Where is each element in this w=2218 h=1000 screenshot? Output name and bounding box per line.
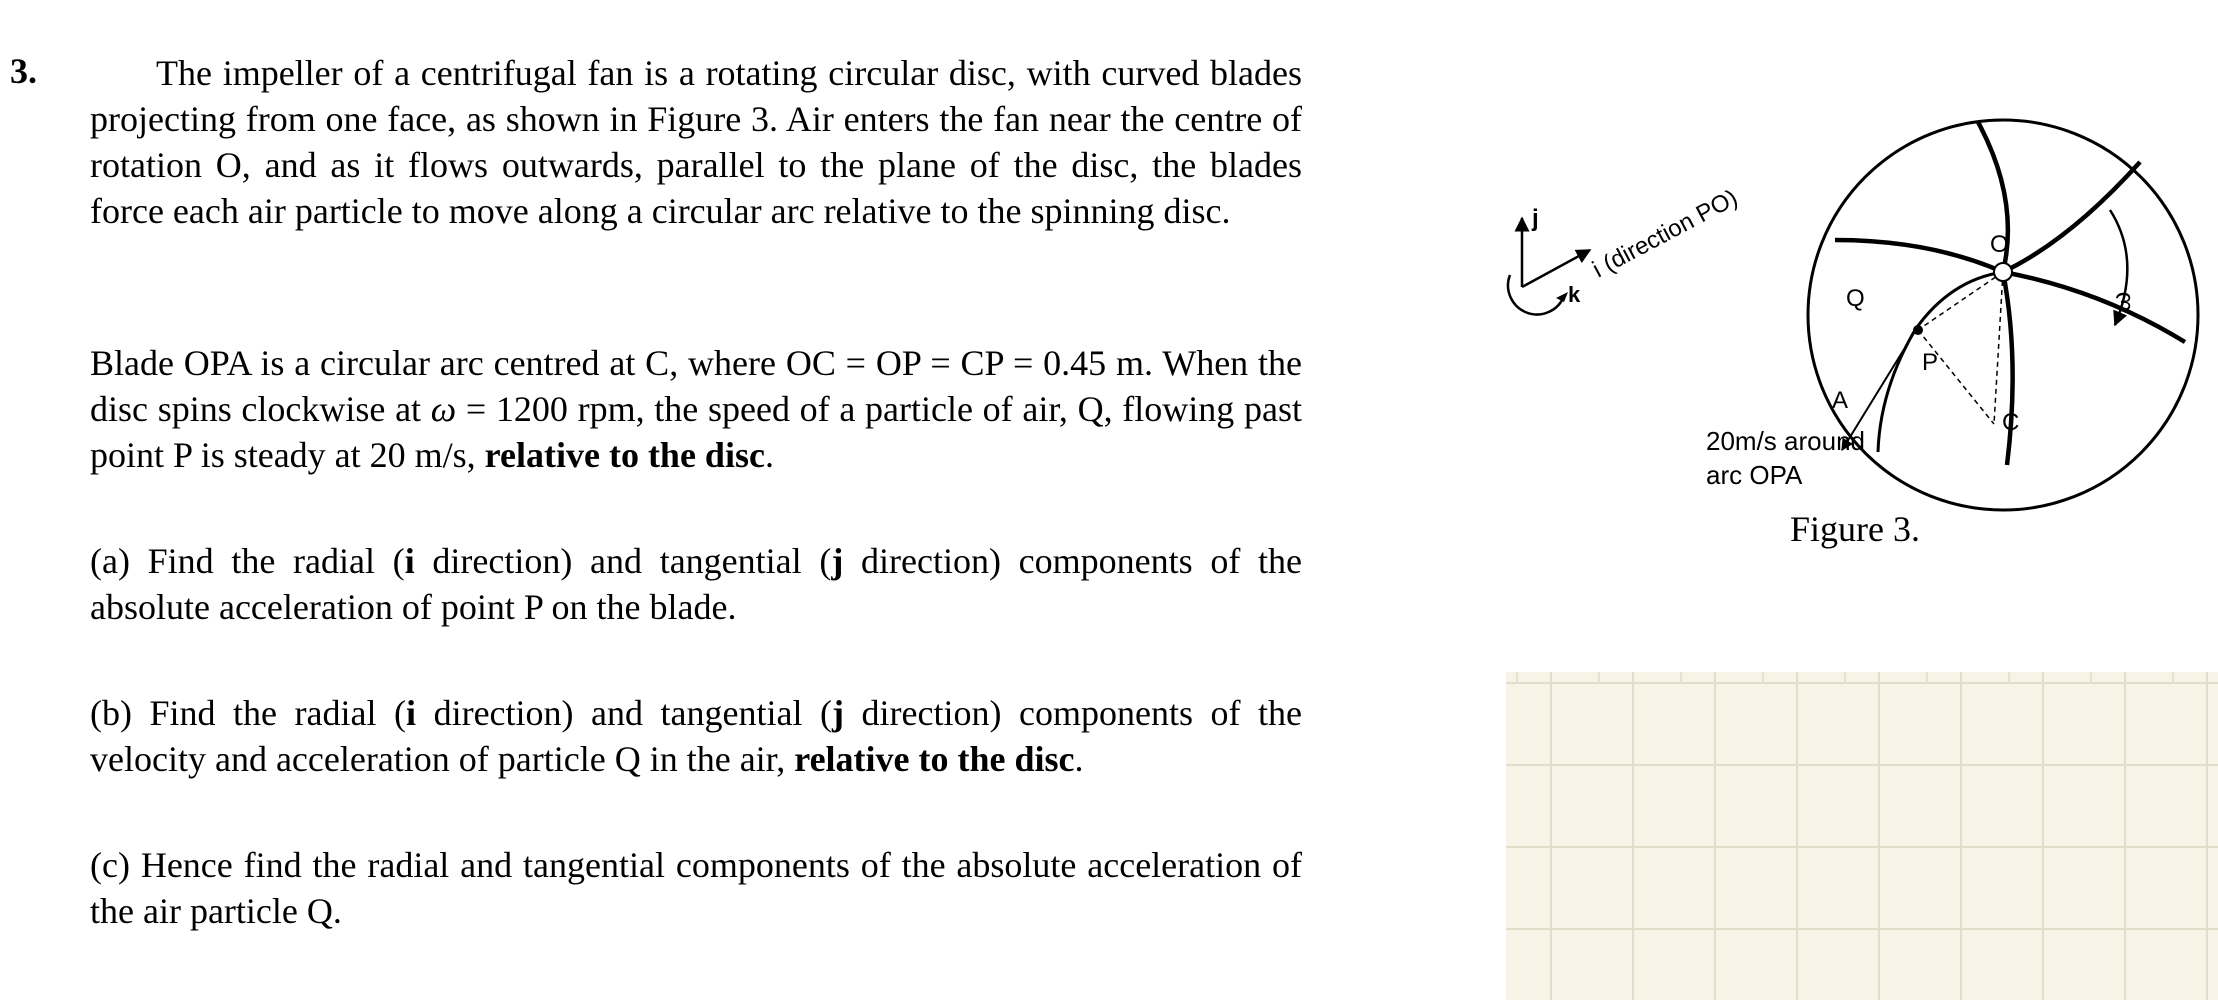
axes-symbol [1508,184,1742,314]
omega-symbol: ω [430,389,457,429]
blade-line-2-pre: When the disc spins clockwise at [90,343,1302,429]
label-O: O [1990,231,2009,258]
part-a-text-2: direction) and tangential ( [414,541,832,581]
question-intro: The impeller of a centrifugal fan is a rotating circular disc, with curved blades projecting from one face, as shown in Figure 3. Air enters the fan near the centre of rotation O, and as it flows outwards, parallel to the plane of the disc, the blades force each air particle to move along a circular arc relative to the spinning disc. [90,53,1302,231]
axis-i-label: i (direction PO) [1588,184,1743,284]
part-b-emphasis: relative to the disc [794,739,1075,779]
point-O-marker [1994,263,2012,281]
grid-paper-area [1506,672,2218,1000]
velocity-note-line2: arc OPA [1706,460,1803,490]
blade-description [90,340,1302,478]
impeller-figure [1460,40,2218,560]
label-P: P [1922,349,1939,376]
part-a [90,538,1302,630]
part-b-text-2: direction) and tangential ( [416,693,833,733]
blade-period: . [764,435,774,475]
blade-line-1: Blade OPA is a circular arc centred at C, where OC = OP = CP = 0.45 m. [90,343,1154,383]
label-C: C [2002,409,2020,436]
label-A: A [1832,387,1849,414]
part-b-text-3: direction) components of the velocity and acceleration of particle Q in the air, [90,693,1302,779]
label-omega: ω [2106,291,2136,312]
label-Q: Q [1846,285,1865,312]
part-c: (c) Hence find the radial and tangential components of the absolute acceleration of the air particle Q. [90,845,1302,931]
relative-to-disc-emphasis: relative to the disc [484,435,765,475]
part-a-text-3: direction) components of the absolute acceleration of point P on the blade. [90,541,1302,627]
part-b-j-vector: j [832,693,845,733]
part-b-text-1: (b) Find the radial ( [90,693,407,733]
part-b-period: . [1074,739,1084,779]
axis-k-label: k [1568,282,1581,307]
blade-line-2-post: = 1200 rpm, the speed of a particle of air, Q, flowing past point P is steady at 20 m/s, [90,389,1302,475]
part-b [90,690,1302,782]
axis-j-label: j [1532,205,1539,232]
construction-lines [1918,272,2003,424]
part-a-text-1: (a) Find the radial ( [90,541,405,581]
question-number: 3. [10,51,37,91]
velocity-note-line1: 20m/s around [1706,426,1865,456]
part-a-i-vector: i [404,541,415,581]
part-a-j-vector: j [831,541,844,581]
part-b-i-vector: i [406,693,417,733]
figure-caption: Figure 3. [1790,509,1920,549]
